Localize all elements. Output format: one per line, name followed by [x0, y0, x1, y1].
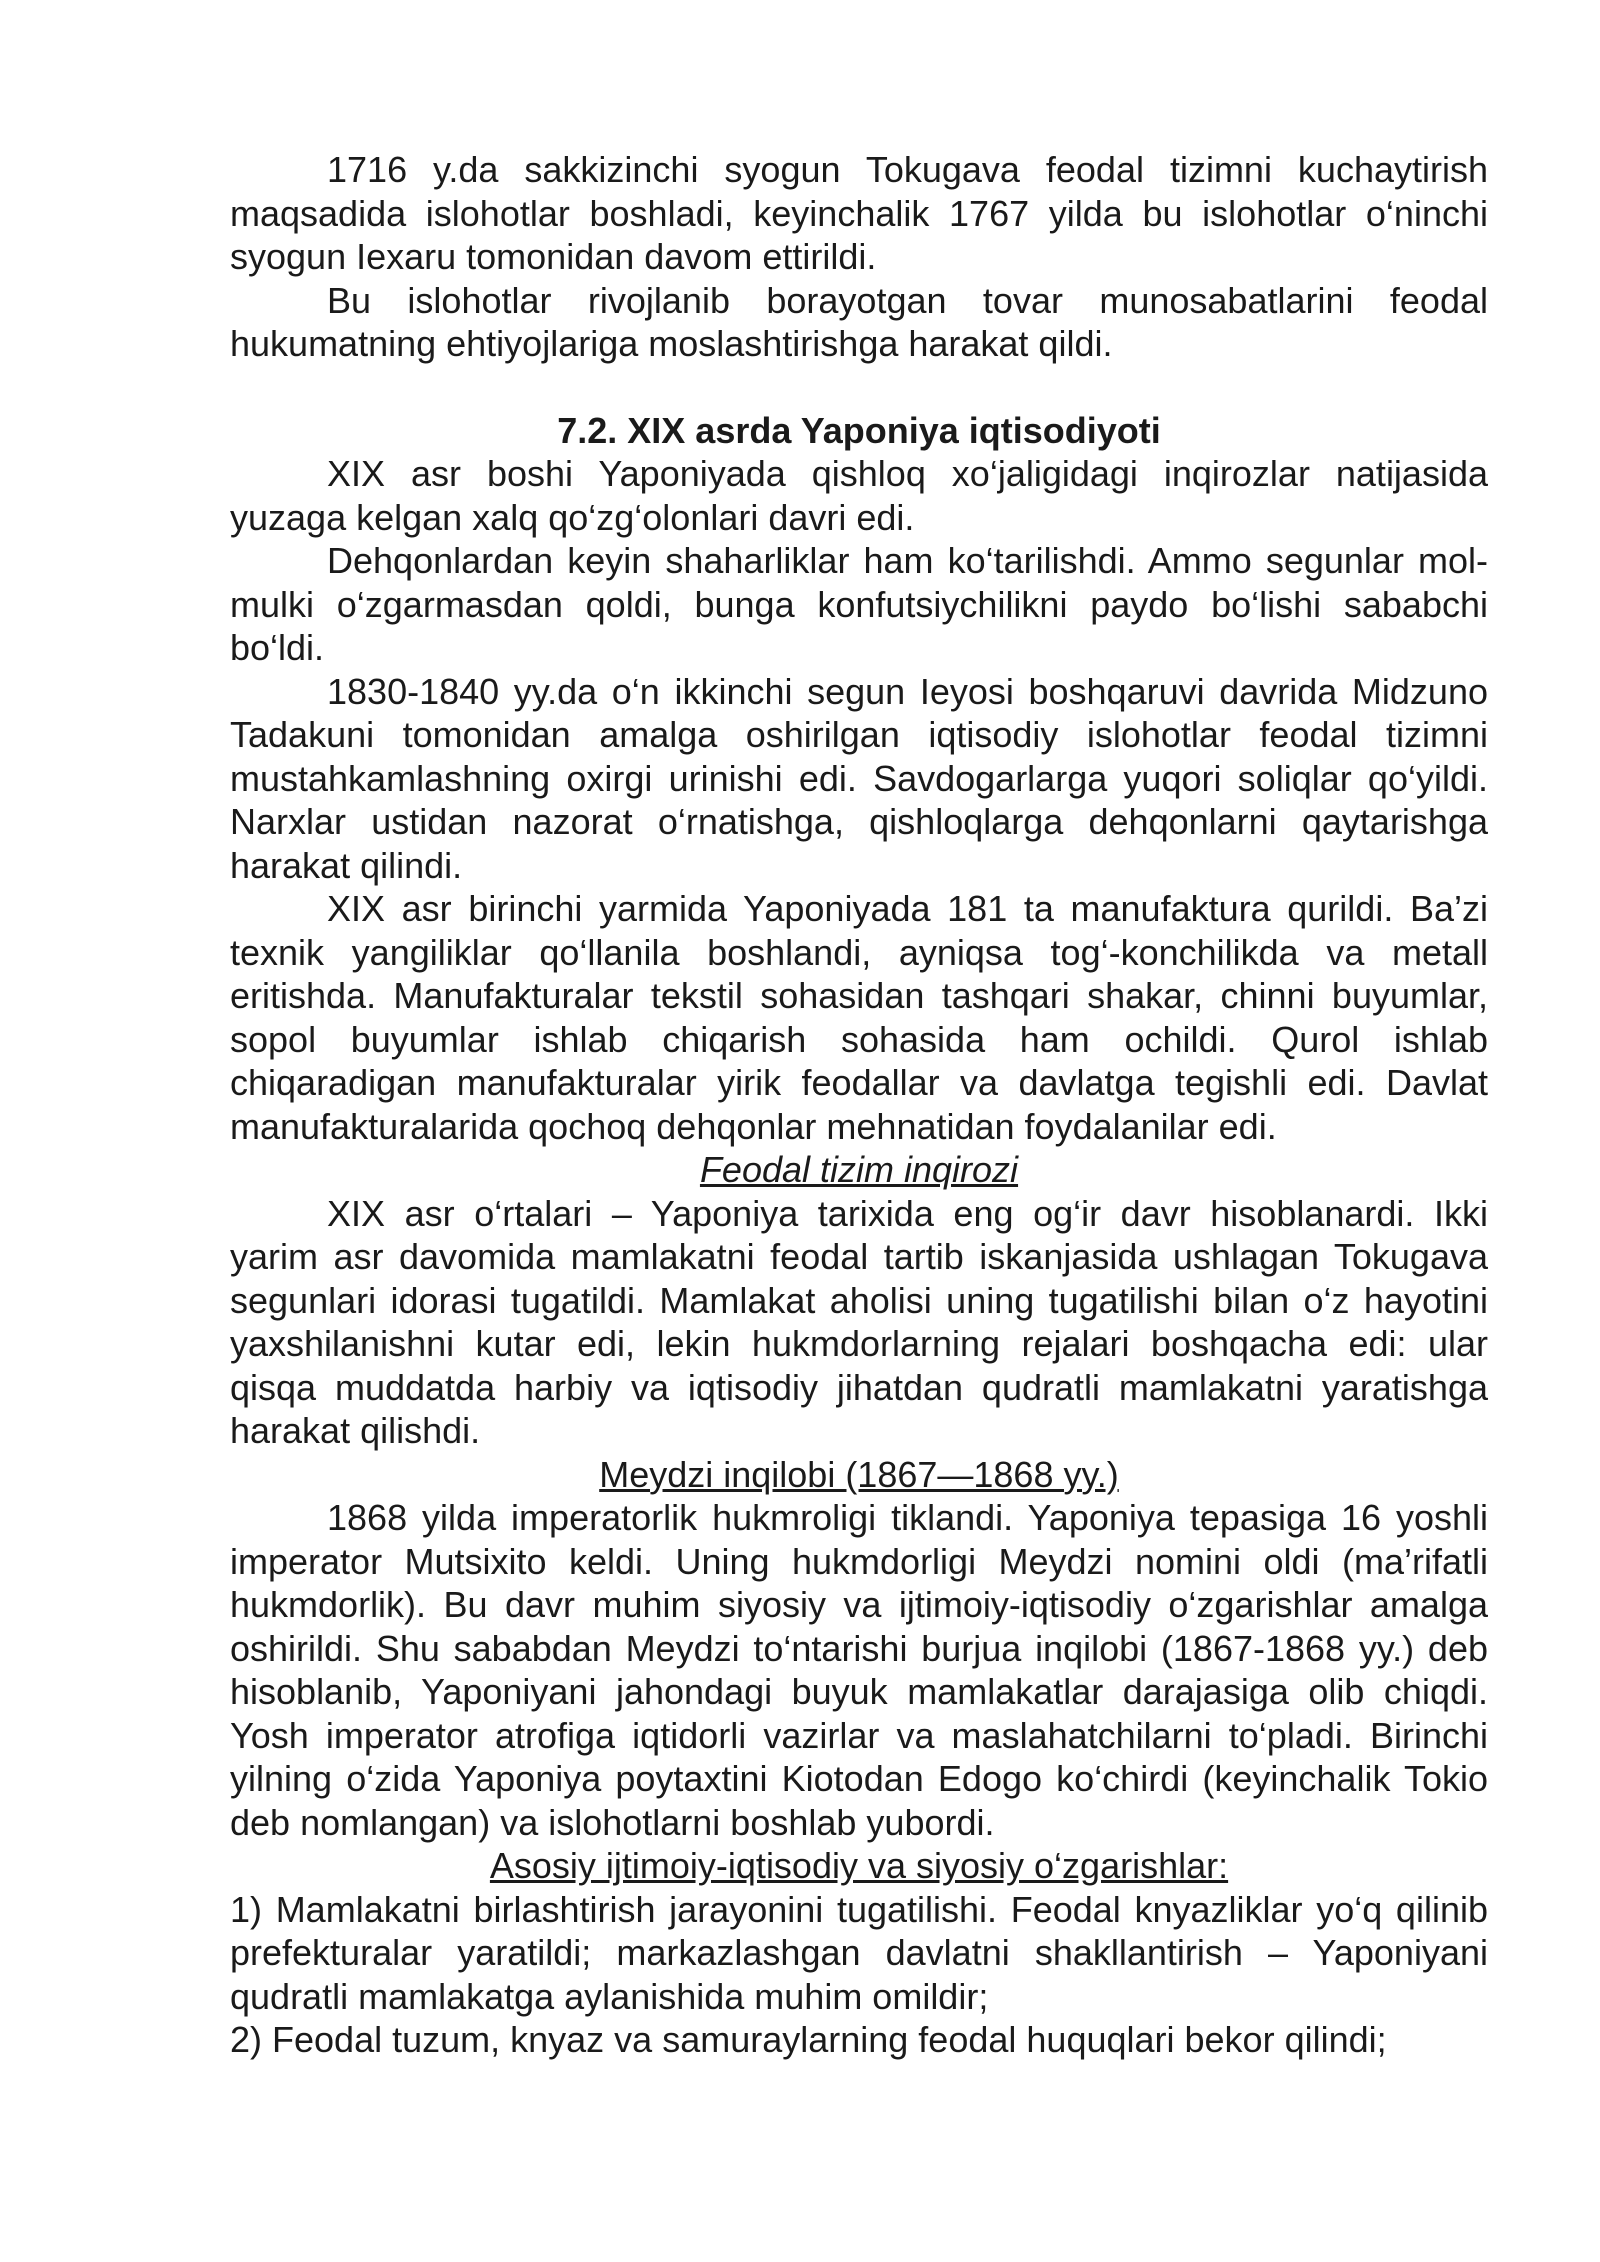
changes-item-2: 2) Feodal tuzum, knyaz va samuraylarning feodal huquqlari bekor qilindi;	[230, 2019, 1387, 2060]
section-paragraph-2: Dehqonlardan keyin shaharliklar ham ko‘tarilishdi. Ammo segunlar mol-mulki o‘zgarmasdan qoldi, bunga konfutsiychilikni paydo bo‘lishi sababchi bo‘ldi.	[230, 540, 1488, 668]
subsection-title-changes: Asosiy ijtimoiy-iqtisodiy va siyosiy o‘zgarishlar:	[489, 1845, 1229, 1886]
section-paragraph-4: XIX asr birinchi yarmida Yaponiyada 181 ta manufaktura qurildi. Ba’zi texnik yangiliklar qo‘llanila boshlandi, ayniqsa tog‘-konchilikda va metall eritishda. Manufakturalar tekstil sohasidan tashqari shakar, chinni buyumlar, sopol buyumlar ishlab chiqarish sohasida ham ochildi. Qurol ishlab chiqaradigan manufakturalar yirik feodallar va davlatga tegishli edi. Davlat manufakturalarida qochoq dehqonlar mehnatidan foydalanilar edi.	[230, 888, 1488, 1147]
intro-paragraph-1: 1716 y.da sakkizinchi syogun Tokugava feodal tizimni kuchaytirish maqsadida islohotlar boshladi, keyinchalik 1767 yilda bu islohotlar o‘ninchi syogun Iexaru tomonidan davom ettirildi.	[230, 149, 1488, 277]
spacer	[230, 366, 1488, 409]
meiji-paragraph: 1868 yilda imperatorlik hukmroligi tiklandi. Yaponiya tepasiga 16 yoshli imperator Mutsixito keldi. Uning hukmdorligi Meydzi nomini oldi (ma’rifatli hukmdorlik). Bu davr muhim siyosiy va ijtimoiy-iqtisodiy o‘zgarishlar amalga oshirildi. Shu sababdan Meydzi to‘ntarishi burjua inqilobi (1867-1868 yy.) deb hisoblanib, Yaponiyani jahondagi buyuk mamlakatlar darajasiga olib chiqdi. Yosh imperator atrofiga iqtidorli vazirlar va maslahatchilarni to‘pladi. Birinchi yilning o‘zida Yaponiya poytaxtini Kiotodan Edogo ko‘chirdi (keyinchalik Tokio deb nomlangan) va islohotlarni boshlab yubordi.	[230, 1497, 1488, 1843]
section-paragraph-3: 1830-1840 yy.da o‘n ikkinchi segun Ieyosi boshqaruvi davrida Midzuno Tadakuni tomonidan amalga oshirilgan iqtisodiy islohotlar feodal tizimni mustahkamlashning oxirgi urinishi edi. Savdogarlarga yuqori soliqlar qo‘yildi. Narxlar ustidan nazorat o‘rnatishga, qishloqlarga dehqonlarni qaytarishga harakat qilindi.	[230, 670, 1488, 886]
section-title: 7.2. XIX asrda Yaponiya iqtisodiyoti	[557, 409, 1161, 451]
section-paragraph-1: XIX asr boshi Yaponiyada qishloq xo‘jaligidagi inqirozlar natijasida yuzaga kelgan xalq qo‘zg‘olonlari davri edi.	[230, 453, 1488, 538]
changes-item-1: 1) Mamlakatni birlashtirish jarayonini tugatilishi. Feodal knyazliklar yo‘q qilinib prefekturalar yaratildi; markazlashgan davlatni shakllantirish – Yaponiyani qudratli mamlakatga aylanishida muhim omildir;	[230, 1888, 1488, 2017]
subsection-title-crisis: Feodal tizim inqirozi	[699, 1149, 1019, 1190]
crisis-paragraph: XIX asr o‘rtalari – Yaponiya tarixida eng og‘ir davr hisoblanardi. Ikki yarim asr davomida mamlakatni feodal tartib iskanjasida ushlagan Tokugava segunlari idorasi tugatildi. Mamlakat aholisi uning tugatilishi bilan o‘z hayotini yaxshilanishni kutar edi, lekin hukmdorlarning rejalari boshqacha edi: ular qisqa muddatda harbiy va iqtisodiy jihatdan qudratli mamlakatni yaratishga harakat qilishdi.	[230, 1192, 1488, 1451]
intro-paragraph-2: Bu islohotlar rivojlanib borayotgan tovar munosabatlarini feodal hukumatning ehtiyojlariga moslashtirishga harakat qildi.	[230, 279, 1488, 364]
document-page	[230, 148, 1488, 2062]
subsection-title-meiji: Meydzi inqilobi (1867—1868 yy.)	[599, 1453, 1119, 1495]
